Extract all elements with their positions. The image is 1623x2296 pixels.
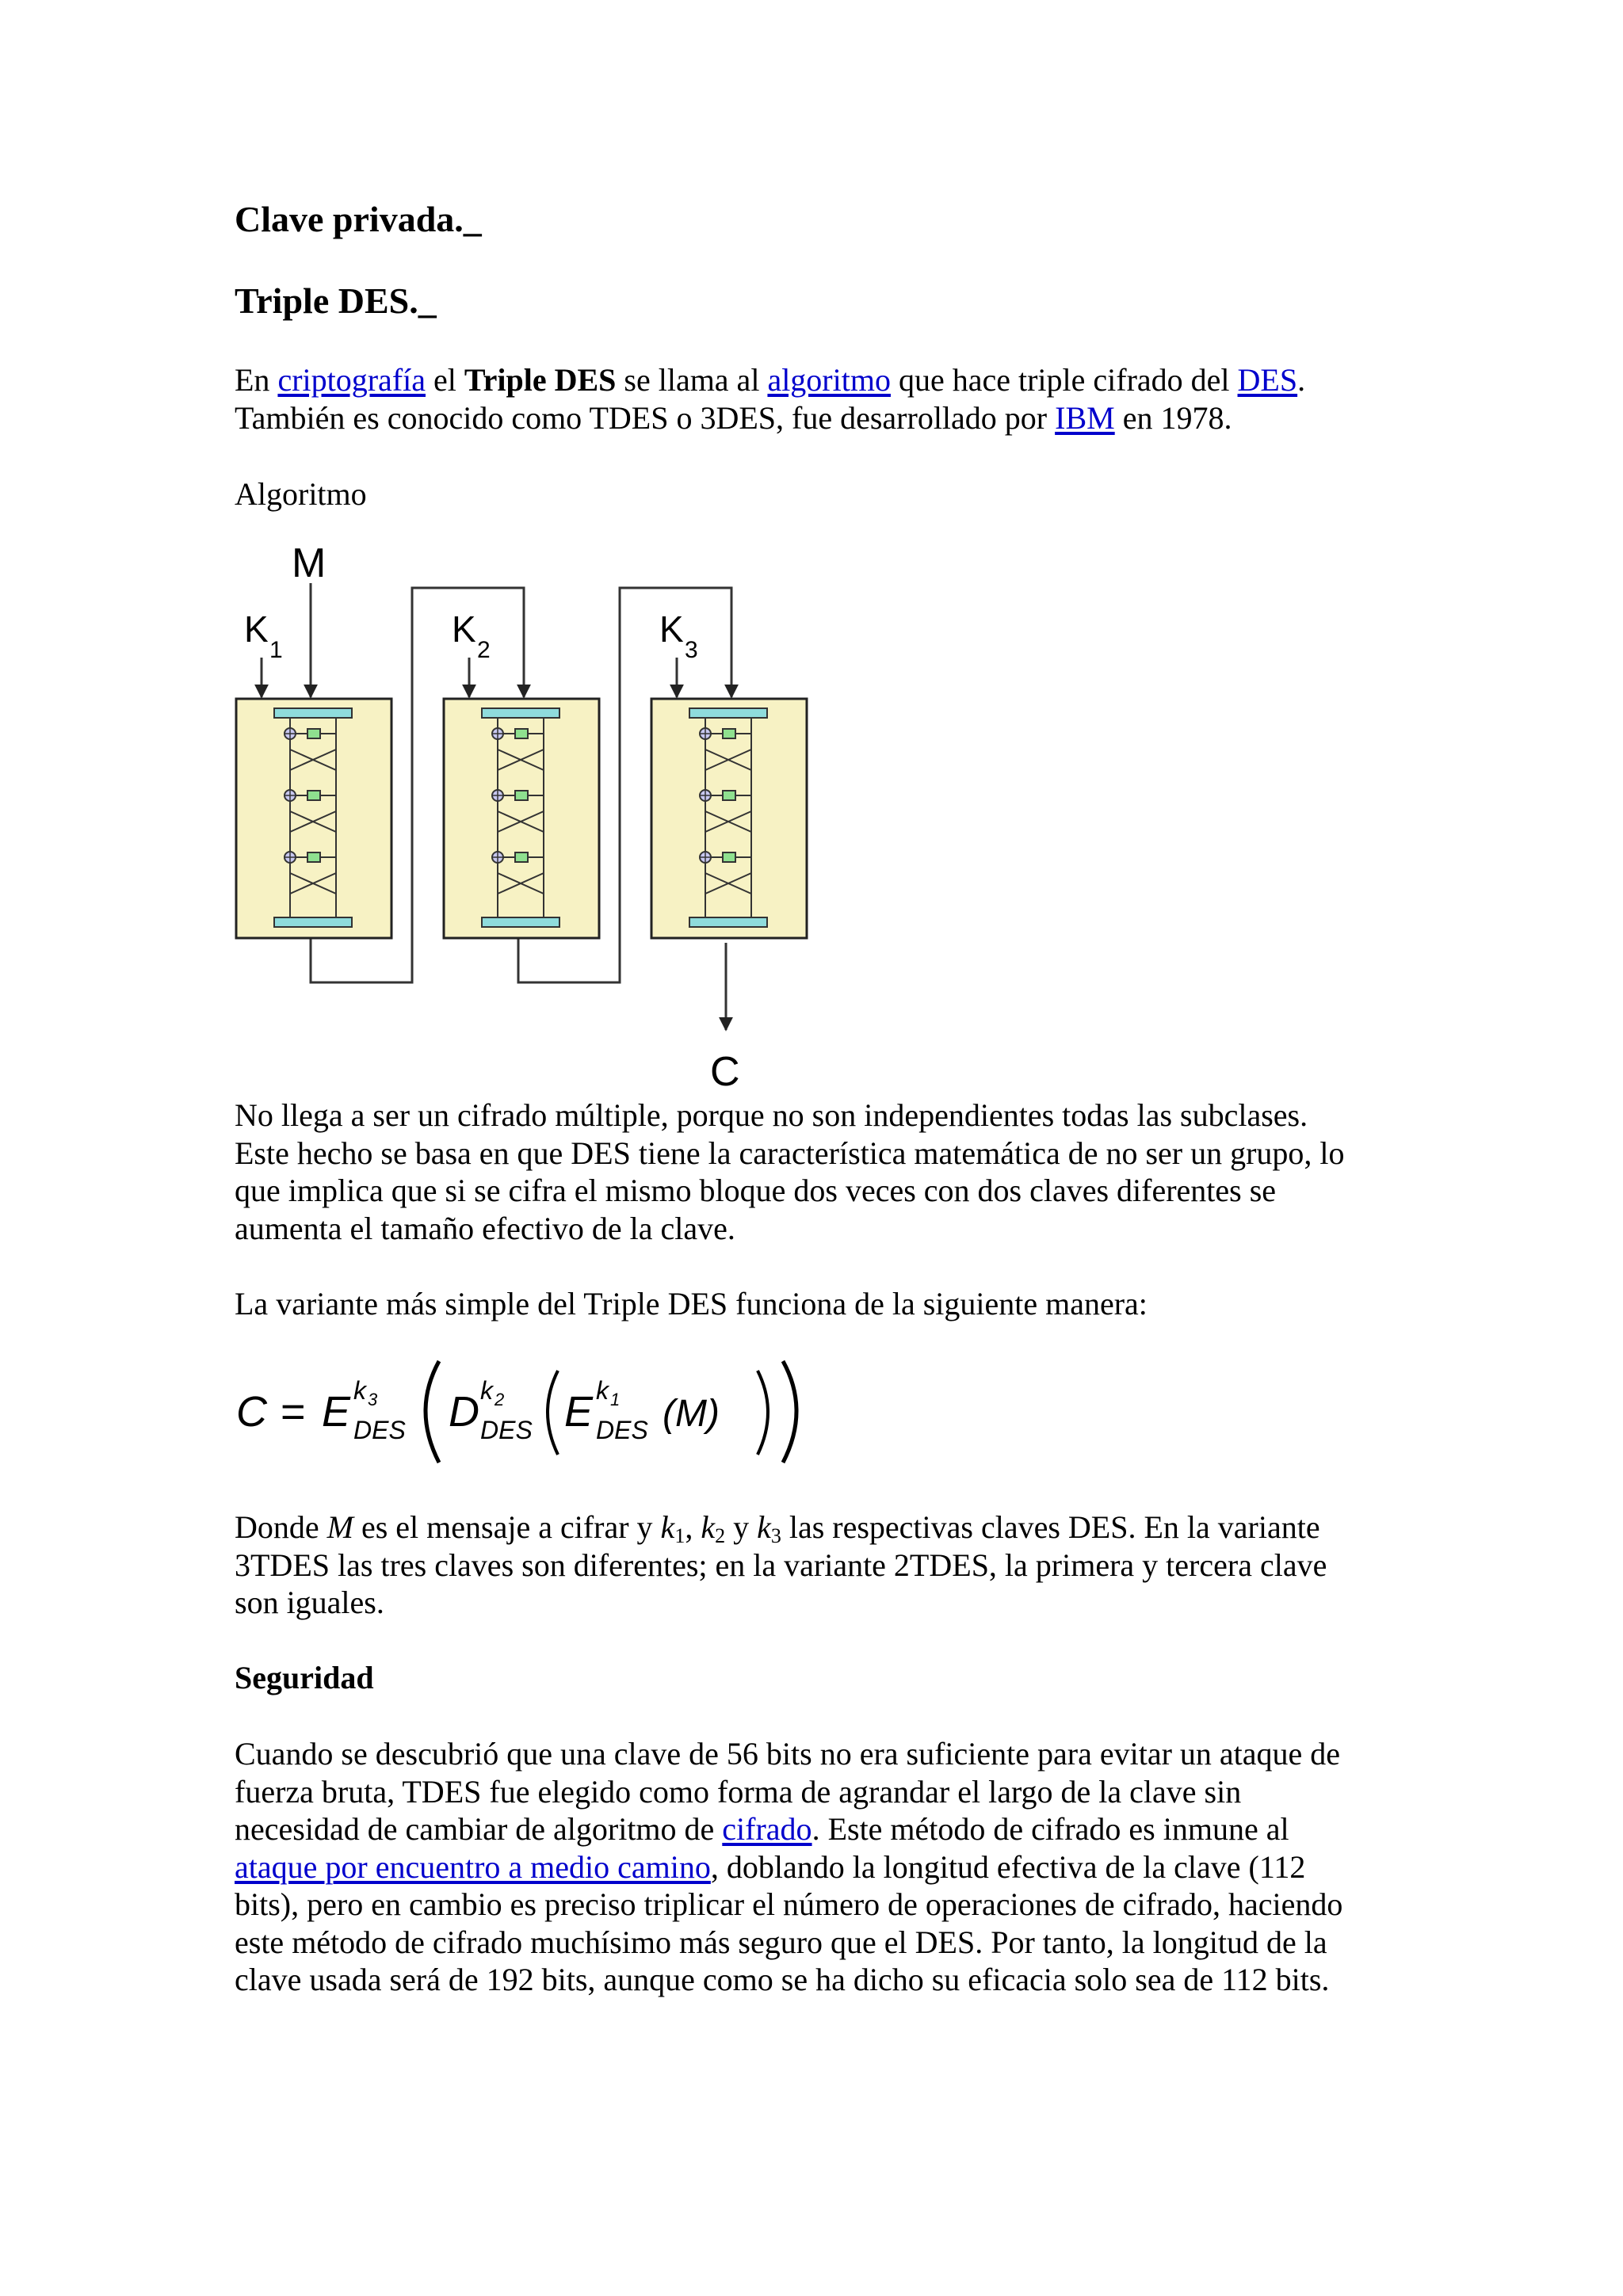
text: . — [1297, 362, 1306, 398]
text: También es conocido como TDES o 3DES, fue desarrollado por — [235, 399, 1056, 436]
formula-e-inner: E — [564, 1388, 594, 1436]
text: en 1978. — [1114, 399, 1232, 436]
paragraph-variante: La variante más simple del Triple DES funciona de la siguiente manera: — [235, 1286, 1148, 1322]
des-block-1 — [236, 699, 391, 938]
permutation-bar — [689, 917, 767, 927]
text: , doblando la longitud efectiva de la clave (112 — [710, 1848, 1306, 1885]
f-function-box — [515, 729, 528, 738]
sub-2: 2 — [715, 1524, 726, 1547]
f-function-box — [515, 791, 528, 800]
diagram-key-3-letter: K — [659, 608, 684, 650]
diagram-label-m: M — [292, 540, 327, 586]
formula-des-inner: DES — [596, 1416, 648, 1444]
formula-k1: k — [596, 1376, 609, 1405]
text: y — [725, 1509, 758, 1545]
text-line: 3TDES las tres claves son diferentes; en la variante 2TDES, la primera y tercera clave — [235, 1547, 1327, 1583]
formula-triple-des — [235, 1347, 837, 1474]
text-line: son iguales. — [235, 1585, 384, 1620]
link-des[interactable]: DES — [1237, 362, 1298, 398]
formula-e-outer: E — [322, 1388, 351, 1436]
text: se llama al — [616, 362, 768, 398]
permutation-bar — [689, 708, 767, 718]
paragraph-donde — [235, 1508, 1407, 1622]
diagram-key-2-index: 2 — [477, 637, 491, 663]
var-k: k — [660, 1509, 675, 1545]
link-ataque-encuentro[interactable]: ataque por encuentro a medio camino — [235, 1848, 711, 1885]
permutation-bar — [482, 917, 559, 927]
link-cifrado[interactable]: cifrado — [722, 1811, 812, 1847]
var-m: M — [327, 1509, 353, 1545]
formula-k1-index: 1 — [610, 1390, 621, 1409]
intro-paragraph — [235, 361, 1407, 437]
link-ibm[interactable]: IBM — [1055, 399, 1115, 436]
text-line: que implica que si se cifra el mismo bloque dos veces con dos claves diferentes se — [235, 1173, 1277, 1208]
formula-eq: = — [281, 1388, 306, 1436]
f-function-box — [515, 852, 528, 862]
text-line: clave usada será de 192 bits, aunque como se ha dicho su eficacia solo sea de 112 bits. — [235, 1962, 1330, 1997]
heading-clave-privada: Clave privada._ — [235, 199, 482, 239]
triple-des-diagram — [235, 539, 821, 1093]
text: necesidad de cambiar de algoritmo de — [235, 1811, 723, 1847]
algoritmo-label: Algoritmo — [235, 476, 367, 512]
text: que hace triple cifrado del — [890, 362, 1238, 398]
text-line: bits), pero en cambio es preciso triplicar el número de operaciones de cifrado, haciendo — [235, 1886, 1343, 1922]
text-line: este método de cifrado muchísimo más seguro que el DES. Por tanto, la longitud de la — [235, 1924, 1327, 1960]
f-function-box — [723, 729, 735, 738]
des-block-2 — [444, 699, 599, 938]
var-k: k — [757, 1509, 771, 1545]
f-function-box — [307, 852, 320, 862]
link-algoritmo[interactable]: algoritmo — [767, 362, 891, 398]
text-line: Cuando se descubrió que una clave de 56 bits no era suficiente para evitar un ataque de — [235, 1736, 1341, 1772]
diagram-key-1-letter: K — [244, 608, 269, 650]
diagram-key-2-letter: K — [452, 608, 476, 650]
text: , — [685, 1509, 701, 1545]
formula-k3-index: 3 — [368, 1390, 378, 1409]
text: es el mensaje a cifrar y — [353, 1509, 661, 1545]
permutation-bar — [274, 917, 352, 927]
heading-triple-des: Triple DES._ — [235, 280, 437, 321]
formula-k2-index: 2 — [495, 1390, 505, 1409]
text-line: aumenta el tamaño efectivo de la clave. — [235, 1210, 735, 1246]
text: . Este método de cifrado es inmune al — [812, 1811, 1289, 1847]
paragraph-no-llega — [235, 1097, 1407, 1247]
formula-des-middle: DES — [480, 1416, 533, 1444]
formula-k3: k — [353, 1376, 366, 1405]
link-criptografia[interactable]: criptografía — [277, 362, 426, 398]
formula-d: D — [449, 1388, 479, 1436]
paragraph-seguridad — [235, 1735, 1407, 1999]
formula-des-outer: DES — [353, 1416, 406, 1444]
bold-triple-des: Triple DES — [464, 362, 617, 398]
text-line: Este hecho se basa en que DES tiene la característica matemática de no ser un grupo, lo — [235, 1135, 1345, 1171]
des-block-3 — [651, 699, 807, 938]
text: las respectivas claves DES. En la variante — [781, 1509, 1320, 1545]
text-line: fuerza bruta, TDES fue elegido como forma de agrandar el largo de la clave sin — [235, 1773, 1242, 1810]
f-function-box — [307, 729, 320, 738]
f-function-box — [307, 791, 320, 800]
diagram-key-1-index: 1 — [269, 637, 283, 663]
heading-seguridad: Seguridad — [235, 1660, 374, 1695]
diagram-key-3-index: 3 — [685, 637, 698, 663]
sub-1: 1 — [674, 1524, 685, 1547]
formula-c: C — [236, 1388, 267, 1436]
formula-arg: (M) — [663, 1393, 720, 1435]
text: En — [235, 362, 278, 398]
diagram-label-c: C — [710, 1049, 740, 1093]
var-k: k — [701, 1509, 716, 1545]
permutation-bar — [482, 708, 559, 718]
text: Donde — [235, 1509, 327, 1545]
formula-k2: k — [480, 1376, 493, 1405]
text: el — [426, 362, 464, 398]
sub-3: 3 — [770, 1524, 781, 1547]
f-function-box — [723, 852, 735, 862]
text-line: No llega a ser un cifrado múltiple, porque no son independientes todas las subclases. — [235, 1097, 1308, 1133]
permutation-bar — [274, 708, 352, 718]
f-function-box — [723, 791, 735, 800]
